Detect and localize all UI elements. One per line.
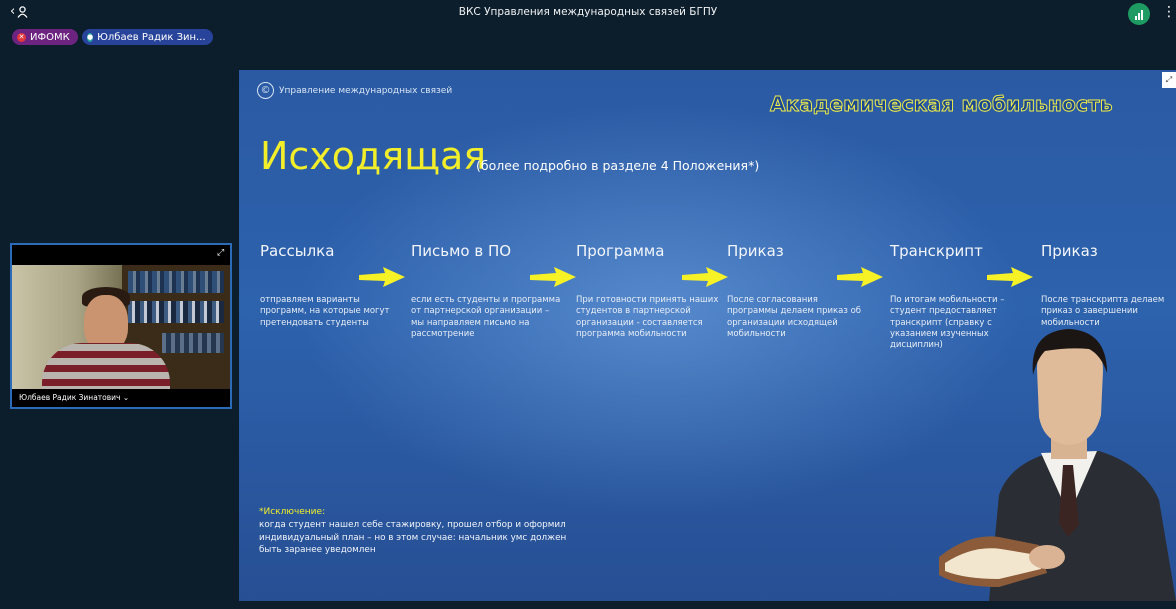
- presentation-slide: [239, 70, 1176, 601]
- step-description: После транскрипта делаем приказ о завершении мобильности: [1041, 295, 1165, 328]
- slide-note: (более подробно в разделе 4 Положения*): [476, 158, 760, 173]
- connection-quality-button[interactable]: [1128, 3, 1150, 25]
- top-bar: [0, 0, 1176, 26]
- participant-chip[interactable]: [82, 29, 213, 45]
- arrow-right-icon: [682, 266, 728, 288]
- participant-video-tile[interactable]: [10, 243, 232, 409]
- step-description: После согласования программы делаем приказ об организации исходящей мобильности: [727, 295, 862, 339]
- arrow-right-icon: [359, 266, 405, 288]
- arrow-right-icon: [837, 266, 883, 288]
- step-title: Приказ: [727, 242, 784, 260]
- step-description: По итогам мобильности – студент предоставляет транскрипт (справку с указанием изученных дисциплин): [890, 295, 1005, 351]
- expand-icon[interactable]: ⤢: [217, 248, 225, 258]
- step-title: Транскрипт: [890, 242, 983, 260]
- step-title: Программа: [576, 242, 665, 260]
- conference-title: ВКС Управления международных связей БГПУ: [458, 6, 718, 18]
- step-title: Рассылка: [260, 242, 335, 260]
- signal-icon: [1135, 16, 1137, 20]
- chevron-down-icon: ⌄: [122, 393, 130, 402]
- step-description: если есть студенты и программа от партнерской организации – мы направляем письмо на рассмотрение: [411, 295, 561, 339]
- chevron-left-icon: ‹: [10, 4, 16, 19]
- copyright-logo-icon: ©: [257, 82, 274, 99]
- participant-full-name: Юлбаев Радик Зинатович: [19, 393, 121, 402]
- slide-title: Исходящая: [260, 134, 487, 178]
- participant-name: ИФОМК: [30, 31, 70, 43]
- step-title: Приказ: [1041, 242, 1098, 260]
- participant-chip[interactable]: [12, 29, 78, 45]
- department-label: Управление международных связей: [279, 85, 453, 96]
- exception-text: когда студент нашел себе стажировку, прошел отбор и оформил индивидуальный план – но в этом случае: начальник умс должен быть заранее уведомлен: [259, 520, 567, 555]
- fullscreen-icon[interactable]: ⤢: [1162, 72, 1176, 88]
- step-description: отправляем варианты программ, на которые могут претендовать студенты: [260, 295, 390, 328]
- exception-label: *Исключение:: [259, 507, 326, 517]
- step-description: При готовности принять наших студентов в партнерской организации - составляется программа мобильности: [576, 295, 719, 339]
- video-feed: [12, 265, 230, 389]
- mic-icon: ●: [87, 33, 94, 41]
- slide-department: [257, 82, 452, 99]
- step-title: Письмо в ПО: [411, 242, 512, 260]
- mic-muted-icon: ✕: [18, 33, 25, 41]
- participant-name: Юлбаев Радик Зин...: [97, 31, 206, 43]
- arrow-right-icon: [987, 266, 1033, 288]
- student-illustration: [929, 325, 1176, 601]
- arrow-right-icon: [530, 266, 576, 288]
- more-options-icon[interactable]: ⋮: [1162, 4, 1176, 20]
- participant-caption[interactable]: [12, 389, 230, 407]
- slide-heading: Академическая мобильность: [770, 92, 1113, 116]
